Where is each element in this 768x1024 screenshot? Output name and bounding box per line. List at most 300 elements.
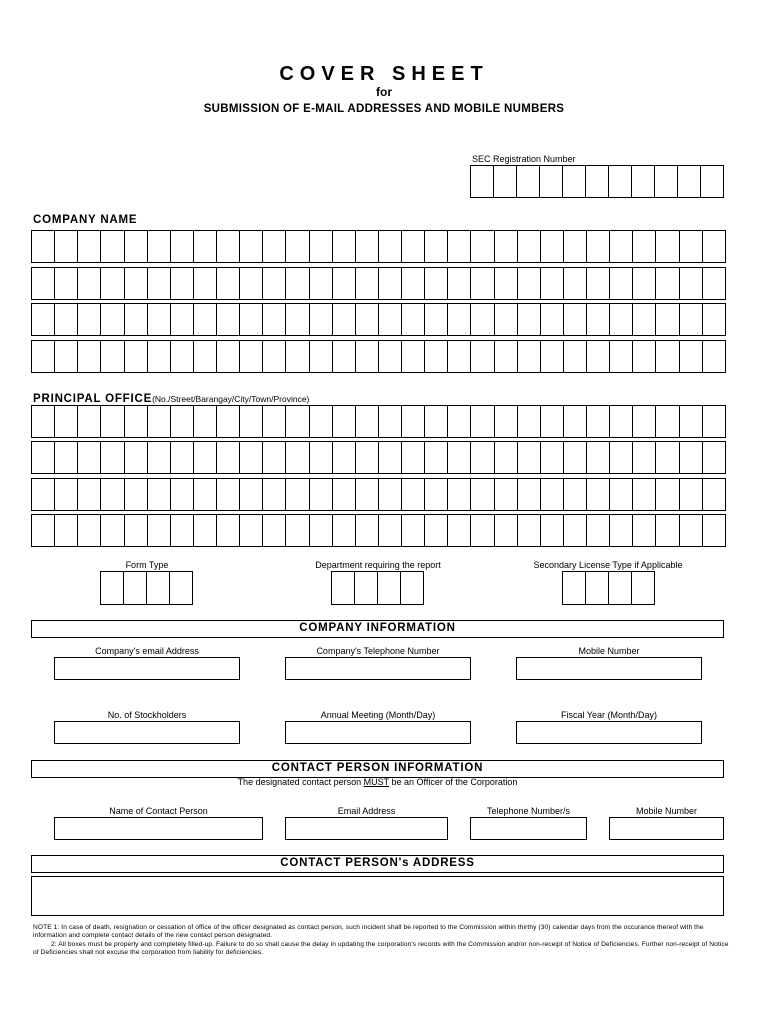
character-box[interactable] — [286, 267, 309, 300]
character-box[interactable] — [356, 478, 379, 511]
character-box[interactable] — [217, 441, 240, 474]
character-box[interactable] — [656, 267, 679, 300]
character-box[interactable] — [680, 441, 703, 474]
character-box[interactable] — [471, 165, 494, 198]
annual-meeting-field[interactable] — [285, 721, 471, 744]
character-box[interactable] — [55, 230, 78, 263]
character-box[interactable] — [217, 405, 240, 438]
character-box[interactable] — [194, 340, 217, 373]
character-box[interactable] — [171, 441, 194, 474]
character-box[interactable] — [333, 514, 356, 547]
character-box[interactable] — [471, 405, 494, 438]
contact-telephone-field[interactable] — [470, 817, 587, 840]
character-box[interactable] — [124, 571, 147, 605]
character-box[interactable] — [610, 478, 633, 511]
character-box[interactable] — [610, 230, 633, 263]
contact-email-label: Email Address — [337, 806, 396, 816]
footnote-1: NOTE 1: In case of death, resignation or cessation of office of the officer designated as contact person, such incident shall be reported to the Commission within thirthy (30) calendar days from the occurance thereof with the information and complete contact details of the new contact person designated. — [33, 924, 704, 940]
character-box[interactable] — [587, 340, 610, 373]
character-box[interactable] — [379, 340, 402, 373]
fiscal-year-field[interactable] — [516, 721, 702, 744]
character-box[interactable] — [333, 303, 356, 336]
character-box[interactable] — [656, 478, 679, 511]
character-box[interactable] — [194, 267, 217, 300]
character-box[interactable] — [541, 340, 564, 373]
character-box[interactable] — [32, 303, 55, 336]
character-box[interactable] — [587, 478, 610, 511]
character-box[interactable] — [518, 441, 541, 474]
character-box[interactable] — [703, 514, 726, 547]
principal-office-row-4[interactable] — [31, 514, 726, 547]
character-box[interactable] — [632, 165, 655, 198]
character-box[interactable] — [541, 441, 564, 474]
character-box[interactable] — [101, 478, 124, 511]
character-box[interactable] — [333, 340, 356, 373]
character-box[interactable] — [564, 267, 587, 300]
character-box[interactable] — [32, 441, 55, 474]
character-box[interactable] — [78, 303, 101, 336]
character-box[interactable] — [194, 514, 217, 547]
company-email-field[interactable] — [54, 657, 240, 680]
character-box[interactable] — [286, 441, 309, 474]
company-mobile-field[interactable] — [516, 657, 702, 680]
character-box[interactable] — [425, 514, 448, 547]
company-name-label: COMPANY NAME — [33, 214, 138, 226]
character-box[interactable] — [263, 514, 286, 547]
character-box[interactable] — [703, 478, 726, 511]
character-box[interactable] — [125, 340, 148, 373]
character-box[interactable] — [263, 340, 286, 373]
character-box[interactable] — [541, 514, 564, 547]
character-box[interactable] — [55, 478, 78, 511]
character-box[interactable] — [425, 303, 448, 336]
character-box[interactable] — [378, 571, 401, 605]
character-box[interactable] — [240, 230, 263, 263]
character-box[interactable] — [125, 441, 148, 474]
principal-office-row-2[interactable] — [31, 441, 726, 474]
character-box[interactable] — [495, 267, 518, 300]
character-box[interactable] — [402, 405, 425, 438]
character-box[interactable] — [471, 441, 494, 474]
character-box[interactable] — [656, 405, 679, 438]
character-box[interactable] — [194, 441, 217, 474]
character-box[interactable] — [171, 514, 194, 547]
character-box[interactable] — [356, 514, 379, 547]
character-box[interactable] — [310, 267, 333, 300]
company-name-row-1[interactable] — [31, 230, 726, 263]
character-box[interactable] — [101, 405, 124, 438]
character-box[interactable] — [147, 571, 170, 605]
character-box[interactable] — [333, 230, 356, 263]
character-box[interactable] — [564, 514, 587, 547]
character-box[interactable] — [78, 514, 101, 547]
character-box[interactable] — [540, 165, 563, 198]
character-box[interactable] — [402, 267, 425, 300]
character-box[interactable] — [701, 165, 724, 198]
company-telephone-field[interactable] — [285, 657, 471, 680]
character-box[interactable] — [495, 441, 518, 474]
character-box[interactable] — [610, 303, 633, 336]
character-box[interactable] — [310, 405, 333, 438]
character-box[interactable] — [564, 340, 587, 373]
character-box[interactable] — [541, 230, 564, 263]
character-box[interactable] — [379, 405, 402, 438]
contact-note-suffix: be an Officer of the Corporation — [389, 777, 518, 787]
character-box[interactable] — [240, 478, 263, 511]
character-box[interactable] — [703, 267, 726, 300]
character-box[interactable] — [263, 267, 286, 300]
character-box[interactable] — [680, 303, 703, 336]
contact-note-must: MUST — [363, 777, 389, 787]
character-box[interactable] — [425, 441, 448, 474]
character-box[interactable] — [32, 230, 55, 263]
character-box[interactable] — [240, 514, 263, 547]
character-box[interactable] — [541, 267, 564, 300]
character-box[interactable] — [148, 441, 171, 474]
character-box[interactable] — [402, 303, 425, 336]
title-for: for — [376, 85, 392, 99]
character-box[interactable] — [217, 478, 240, 511]
character-box[interactable] — [495, 340, 518, 373]
character-box[interactable] — [471, 514, 494, 547]
character-box[interactable] — [680, 230, 703, 263]
character-box[interactable] — [125, 514, 148, 547]
contact-mobile-label: Mobile Number — [635, 806, 698, 816]
character-box[interactable] — [333, 441, 356, 474]
character-box[interactable] — [563, 165, 586, 198]
character-box[interactable] — [240, 405, 263, 438]
character-box[interactable] — [471, 230, 494, 263]
character-box[interactable] — [263, 478, 286, 511]
character-box[interactable] — [402, 441, 425, 474]
contact-name-field[interactable] — [54, 817, 263, 840]
character-box[interactable] — [171, 303, 194, 336]
company-name-row-3[interactable] — [31, 303, 726, 336]
character-box[interactable] — [633, 405, 656, 438]
character-box[interactable] — [633, 267, 656, 300]
character-box[interactable] — [32, 340, 55, 373]
character-box[interactable] — [564, 230, 587, 263]
character-box[interactable] — [240, 340, 263, 373]
character-box[interactable] — [633, 340, 656, 373]
contact-name-label: Name of Contact Person — [109, 806, 208, 816]
character-box[interactable] — [541, 478, 564, 511]
character-box[interactable] — [263, 230, 286, 263]
character-box[interactable] — [171, 478, 194, 511]
character-box[interactable] — [379, 230, 402, 263]
character-box[interactable] — [55, 441, 78, 474]
character-box[interactable] — [310, 340, 333, 373]
character-box[interactable] — [240, 267, 263, 300]
character-box[interactable] — [495, 303, 518, 336]
character-box[interactable] — [148, 478, 171, 511]
department-boxes[interactable] — [331, 571, 424, 605]
character-box[interactable] — [518, 267, 541, 300]
character-box[interactable] — [425, 340, 448, 373]
character-box[interactable] — [55, 267, 78, 300]
character-box[interactable] — [333, 267, 356, 300]
character-box[interactable] — [680, 514, 703, 547]
character-box[interactable] — [263, 441, 286, 474]
character-box[interactable] — [217, 230, 240, 263]
character-box[interactable] — [101, 230, 124, 263]
character-box[interactable] — [101, 441, 124, 474]
character-box[interactable] — [78, 478, 101, 511]
character-box[interactable] — [55, 514, 78, 547]
character-box[interactable] — [379, 514, 402, 547]
character-box[interactable] — [148, 514, 171, 547]
character-box[interactable] — [379, 267, 402, 300]
sec-registration-boxes[interactable] — [470, 165, 724, 198]
character-box[interactable] — [610, 267, 633, 300]
character-box[interactable] — [171, 405, 194, 438]
character-box[interactable] — [471, 267, 494, 300]
character-box[interactable] — [609, 571, 632, 605]
company-name-row-4[interactable] — [31, 340, 726, 373]
character-box[interactable] — [148, 340, 171, 373]
character-box[interactable] — [332, 571, 355, 605]
character-box[interactable] — [286, 340, 309, 373]
character-box[interactable] — [609, 165, 632, 198]
character-box[interactable] — [564, 441, 587, 474]
character-box[interactable] — [518, 230, 541, 263]
character-box[interactable] — [402, 340, 425, 373]
principal-office-row-3[interactable] — [31, 478, 726, 511]
character-box[interactable] — [217, 303, 240, 336]
character-box[interactable] — [495, 405, 518, 438]
character-box[interactable] — [518, 340, 541, 373]
character-box[interactable] — [703, 441, 726, 474]
character-box[interactable] — [356, 340, 379, 373]
character-box[interactable] — [678, 165, 701, 198]
character-box[interactable] — [78, 441, 101, 474]
character-box[interactable] — [425, 478, 448, 511]
contact-mobile-field[interactable] — [609, 817, 724, 840]
character-box[interactable] — [310, 441, 333, 474]
character-box[interactable] — [586, 571, 609, 605]
character-box[interactable] — [656, 303, 679, 336]
character-box[interactable] — [194, 405, 217, 438]
character-box[interactable] — [610, 405, 633, 438]
character-box[interactable] — [125, 267, 148, 300]
character-box[interactable] — [286, 303, 309, 336]
annual-meeting-label: Annual Meeting (Month/Day) — [320, 710, 436, 720]
character-box[interactable] — [171, 267, 194, 300]
character-box[interactable] — [55, 405, 78, 438]
character-box[interactable] — [355, 571, 378, 605]
character-box[interactable] — [448, 303, 471, 336]
character-box[interactable] — [217, 514, 240, 547]
character-box[interactable] — [564, 405, 587, 438]
character-box[interactable] — [587, 267, 610, 300]
character-box[interactable] — [171, 230, 194, 263]
character-box[interactable] — [680, 478, 703, 511]
character-box[interactable] — [680, 340, 703, 373]
character-box[interactable] — [703, 405, 726, 438]
character-box[interactable] — [32, 267, 55, 300]
character-box[interactable] — [286, 230, 309, 263]
character-box[interactable] — [402, 514, 425, 547]
character-box[interactable] — [448, 514, 471, 547]
character-box[interactable] — [356, 441, 379, 474]
character-box[interactable] — [448, 340, 471, 373]
character-box[interactable] — [703, 303, 726, 336]
character-box[interactable] — [101, 267, 124, 300]
character-box[interactable] — [495, 230, 518, 263]
character-box[interactable] — [379, 478, 402, 511]
character-box[interactable] — [263, 303, 286, 336]
character-box[interactable] — [333, 405, 356, 438]
character-box[interactable] — [194, 230, 217, 263]
character-box[interactable] — [240, 303, 263, 336]
character-box[interactable] — [125, 230, 148, 263]
character-box[interactable] — [587, 514, 610, 547]
company-email-label: Company's email Address — [95, 646, 199, 656]
character-box[interactable] — [656, 340, 679, 373]
company-telephone-label: Company's Telephone Number — [316, 646, 440, 656]
character-box[interactable] — [32, 514, 55, 547]
character-box[interactable] — [518, 514, 541, 547]
character-box[interactable] — [495, 514, 518, 547]
stockholders-field[interactable] — [54, 721, 240, 744]
character-box[interactable] — [587, 230, 610, 263]
character-box[interactable] — [356, 303, 379, 336]
character-box[interactable] — [680, 405, 703, 438]
character-box[interactable] — [564, 478, 587, 511]
character-box[interactable] — [703, 340, 726, 373]
character-box[interactable] — [286, 514, 309, 547]
character-box[interactable] — [263, 405, 286, 438]
character-box[interactable] — [471, 478, 494, 511]
character-box[interactable] — [633, 303, 656, 336]
character-box[interactable] — [587, 303, 610, 336]
character-box[interactable] — [78, 267, 101, 300]
character-box[interactable] — [541, 303, 564, 336]
character-box[interactable] — [101, 340, 124, 373]
character-box[interactable] — [32, 478, 55, 511]
contact-person-note — [31, 777, 724, 787]
character-box[interactable] — [448, 267, 471, 300]
character-box[interactable] — [78, 230, 101, 263]
character-box[interactable] — [101, 514, 124, 547]
character-box[interactable] — [101, 571, 124, 605]
character-box[interactable] — [587, 405, 610, 438]
character-box[interactable] — [425, 230, 448, 263]
contact-telephone-label: Telephone Number/s — [486, 806, 571, 816]
character-box[interactable] — [495, 478, 518, 511]
character-box[interactable] — [703, 230, 726, 263]
contact-address-field[interactable] — [31, 876, 724, 916]
character-box[interactable] — [125, 478, 148, 511]
character-box[interactable] — [170, 571, 193, 605]
character-box[interactable] — [125, 405, 148, 438]
character-box[interactable] — [632, 571, 655, 605]
character-box[interactable] — [402, 478, 425, 511]
character-box[interactable] — [587, 441, 610, 474]
character-box[interactable] — [610, 441, 633, 474]
character-box[interactable] — [563, 571, 586, 605]
character-box[interactable] — [471, 303, 494, 336]
character-box[interactable] — [541, 405, 564, 438]
character-box[interactable] — [310, 303, 333, 336]
character-box[interactable] — [518, 405, 541, 438]
form-type-boxes[interactable] — [100, 571, 193, 605]
character-box[interactable] — [125, 303, 148, 336]
character-box[interactable] — [217, 340, 240, 373]
character-box[interactable] — [402, 230, 425, 263]
character-box[interactable] — [518, 478, 541, 511]
character-box[interactable] — [286, 405, 309, 438]
page-title: COVER SHEET — [279, 63, 489, 85]
character-box[interactable] — [148, 303, 171, 336]
character-box[interactable] — [448, 230, 471, 263]
character-box[interactable] — [680, 267, 703, 300]
character-box[interactable] — [471, 340, 494, 373]
character-box[interactable] — [379, 441, 402, 474]
character-box[interactable] — [494, 165, 517, 198]
character-box[interactable] — [564, 303, 587, 336]
contact-email-field[interactable] — [285, 817, 448, 840]
character-box[interactable] — [333, 478, 356, 511]
character-box[interactable] — [310, 230, 333, 263]
character-box[interactable] — [633, 478, 656, 511]
character-box[interactable] — [171, 340, 194, 373]
principal-office-row-1[interactable] — [31, 405, 726, 438]
character-box[interactable] — [425, 267, 448, 300]
character-box[interactable] — [148, 267, 171, 300]
character-box[interactable] — [610, 514, 633, 547]
character-box[interactable] — [656, 230, 679, 263]
character-box[interactable] — [448, 478, 471, 511]
character-box[interactable] — [401, 571, 424, 605]
secondary-license-boxes[interactable] — [562, 571, 655, 605]
character-box[interactable] — [78, 340, 101, 373]
character-box[interactable] — [656, 441, 679, 474]
character-box[interactable] — [518, 303, 541, 336]
character-box[interactable] — [633, 441, 656, 474]
company-name-row-2[interactable] — [31, 267, 726, 300]
character-box[interactable] — [633, 514, 656, 547]
character-box[interactable] — [78, 405, 101, 438]
character-box[interactable] — [32, 405, 55, 438]
character-box[interactable] — [517, 165, 540, 198]
character-box[interactable] — [194, 478, 217, 511]
character-box[interactable] — [610, 340, 633, 373]
character-box[interactable] — [148, 405, 171, 438]
character-box[interactable] — [356, 267, 379, 300]
character-box[interactable] — [448, 405, 471, 438]
character-box[interactable] — [379, 303, 402, 336]
character-box[interactable] — [55, 340, 78, 373]
character-box[interactable] — [286, 478, 309, 511]
character-box[interactable] — [586, 165, 609, 198]
character-box[interactable] — [217, 267, 240, 300]
character-box[interactable] — [194, 303, 217, 336]
character-box[interactable] — [310, 478, 333, 511]
character-box[interactable] — [101, 303, 124, 336]
character-box[interactable] — [356, 230, 379, 263]
character-box[interactable] — [148, 230, 171, 263]
character-box[interactable] — [633, 230, 656, 263]
character-box[interactable] — [310, 514, 333, 547]
character-box[interactable] — [425, 405, 448, 438]
character-box[interactable] — [55, 303, 78, 336]
character-box[interactable] — [356, 405, 379, 438]
character-box[interactable] — [240, 441, 263, 474]
character-box[interactable] — [656, 514, 679, 547]
character-box[interactable] — [655, 165, 678, 198]
character-box[interactable] — [448, 441, 471, 474]
